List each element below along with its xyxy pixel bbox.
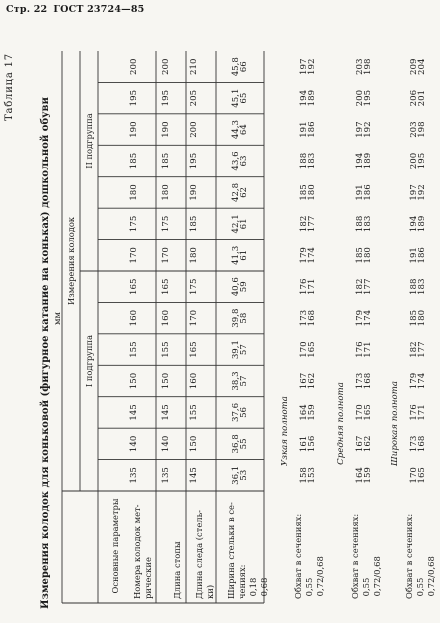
cell-narrow: 170 165: [299, 341, 318, 358]
cell-wide: 182 177: [409, 341, 428, 358]
cell-trace: 190: [189, 184, 199, 201]
row-label-numbers: Номера колодок мет- рические: [132, 504, 153, 599]
cell-width: 41,3 61: [231, 245, 250, 265]
cell-trace: 195: [189, 152, 199, 170]
cell-narrow: 179 174: [299, 247, 318, 264]
cell-width: 39,8 58: [231, 308, 250, 328]
cell-width: 44,3 64: [231, 120, 250, 140]
cell-wide: 206 201: [409, 89, 428, 107]
cell-insole: 160: [161, 309, 171, 327]
cell-insole: 140: [161, 435, 171, 453]
cell-wide: 173 168: [409, 435, 428, 453]
cell-trace: 185: [189, 215, 199, 233]
cell-insole: 165: [161, 278, 171, 295]
unit-label: мм: [52, 312, 62, 325]
cell-numbers: 175: [129, 215, 139, 233]
cell-width: 39,1 57: [231, 340, 250, 360]
cell-narrow: 158 153: [299, 467, 318, 484]
cell-numbers: 185: [129, 152, 139, 170]
cell-wide: 200 195: [409, 152, 428, 170]
cell-wide: 197 192: [409, 184, 428, 201]
cell-trace: 205: [189, 89, 199, 107]
cell-trace: 145: [189, 467, 199, 484]
cell-narrow: 173 168: [299, 309, 318, 327]
cell-wide: 176 171: [409, 404, 428, 421]
cell-wide: 209 204: [409, 58, 428, 75]
cell-trace: 165: [189, 341, 199, 358]
table-title: Измерения колодок для коньковой (фигурное катание на коньках) дошкольной обуви: [40, 97, 51, 609]
cell-numbers: 160: [129, 309, 139, 327]
cell-numbers: 170: [129, 247, 139, 264]
cell-numbers: 145: [129, 404, 139, 421]
cell-medium: 182 177: [355, 278, 374, 295]
cell-trace: 175: [189, 278, 199, 295]
cell-insole: 185: [161, 152, 171, 170]
cell-insole: 155: [161, 341, 171, 358]
cell-numbers: 155: [129, 341, 139, 358]
cell-insole: 145: [161, 404, 171, 421]
cell-numbers: 150: [129, 372, 139, 390]
cell-medium: 203 198: [355, 58, 374, 75]
cell-numbers: 140: [129, 435, 139, 453]
cell-width: 36,1 53: [231, 465, 250, 485]
page-number: Стр. 22: [6, 4, 48, 15]
cell-narrow: 188 183: [299, 152, 318, 170]
subtitle-wide: Широкая полнота: [390, 381, 400, 466]
cell-medium: 191 186: [355, 184, 374, 201]
cell-width: 42,1 61: [231, 214, 250, 234]
cell-medium: 200 195: [355, 89, 374, 107]
cell-trace: 160: [189, 372, 199, 390]
cell-numbers: 190: [129, 121, 139, 138]
cell-wide: 185 180: [409, 309, 428, 327]
cell-medium: 176 171: [355, 341, 374, 358]
cell-wide: 170 165: [409, 467, 428, 484]
cell-narrow: 182 177: [299, 215, 318, 233]
cell-width: 45,1 65: [231, 88, 250, 108]
cell-width: 43,6 63: [231, 151, 250, 171]
header-group-2: II подгруппа: [84, 113, 94, 169]
cell-insole: 200: [161, 58, 171, 75]
header-group-1: I подгруппа: [84, 334, 94, 388]
cell-insole: 180: [161, 184, 171, 201]
cell-trace: 180: [189, 247, 199, 264]
cell-width: 40,6 59: [231, 277, 250, 297]
subtitle-narrow: Узкая полнота: [280, 396, 290, 466]
cell-trace: 170: [189, 309, 199, 327]
cell-width: 45,8 66: [231, 57, 250, 77]
cell-trace: 200: [189, 121, 199, 138]
cell-narrow: 197 192: [299, 58, 318, 75]
cell-insole: 190: [161, 121, 171, 138]
cell-insole: 170: [161, 247, 171, 264]
cell-width: 37,6 56: [231, 402, 250, 423]
cell-medium: 185 180: [355, 247, 374, 264]
cell-narrow: 167 162: [299, 372, 318, 390]
cell-numbers: 180: [129, 184, 139, 201]
cell-wide: 188 183: [409, 278, 428, 295]
cell-narrow: 194 189: [299, 89, 318, 107]
cell-width: 38,3 57: [231, 371, 250, 391]
cell-trace: 210: [189, 58, 199, 75]
cell-narrow: 185 180: [299, 184, 318, 201]
subtitle-medium: Средняя полнота: [336, 382, 346, 465]
cell-medium: 197 192: [355, 121, 374, 138]
cell-medium: 179 174: [355, 309, 374, 327]
table-caption: Таблица 17: [4, 53, 15, 121]
cell-medium: 167 162: [355, 435, 374, 453]
cell-insole: 175: [161, 215, 171, 233]
cell-narrow: 191 186: [299, 121, 318, 138]
cell-trace: 155: [189, 404, 199, 421]
cell-numbers: 200: [129, 58, 139, 75]
cell-insole: 195: [161, 89, 171, 107]
row-label-wide: Обхват в сечениях: 0,55 0,72/0,68: [404, 513, 436, 599]
cell-width: 42,8 62: [231, 182, 250, 203]
cell-insole: 150: [161, 372, 171, 390]
cell-wide: 194 189: [409, 215, 428, 233]
cell-medium: 164 159: [355, 467, 374, 484]
cell-medium: 188 183: [355, 215, 374, 233]
cell-narrow: 164 159: [299, 404, 318, 421]
header-measures: Измерения колодок: [66, 217, 76, 306]
cell-wide: 179 174: [409, 372, 428, 390]
cell-wide: 191 186: [409, 247, 428, 264]
cell-narrow: 161 156: [299, 435, 318, 453]
cell-medium: 194 189: [355, 152, 374, 170]
standard-number: ГОСТ 23724—85: [53, 4, 145, 15]
row-label-foot: Длина стопы: [172, 541, 182, 599]
cell-wide: 203 198: [409, 121, 428, 138]
cell-trace: 150: [189, 435, 199, 453]
cell-width: 36,8 55: [231, 434, 250, 454]
row-label-width: Ширина стельки в се- чениях: 0,18 0,68: [226, 502, 269, 599]
cell-numbers: 135: [129, 467, 139, 484]
cell-insole: 135: [161, 467, 171, 484]
row-label-trace: Длина следа (стель- ки): [194, 510, 215, 599]
cell-medium: 170 165: [355, 404, 374, 421]
cell-narrow: 176 171: [299, 278, 318, 295]
row-label-narrow: Обхват в сечениях: 0,55 0,72/0,68: [293, 513, 325, 599]
page-header: [6, 4, 144, 15]
cell-numbers: 195: [129, 89, 139, 107]
header-params: Основные параметры: [110, 498, 120, 594]
rotated-page: [2, 21, 440, 621]
cell-numbers: 165: [129, 278, 139, 295]
row-label-medium: Обхват в сечениях: 0,55 0,72/0,68: [350, 513, 382, 599]
cell-medium: 173 168: [355, 372, 374, 390]
